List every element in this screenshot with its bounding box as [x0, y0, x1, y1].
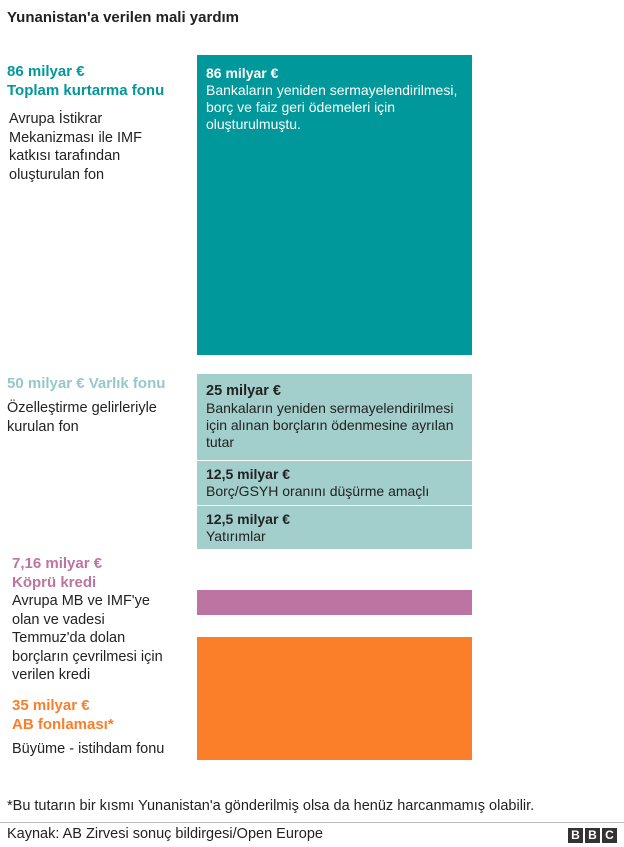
asset-fund-desc: Özelleştirme gelirleriyle kurulan fon — [7, 400, 157, 435]
eu-funding-desc: Büyüme - istihdam fonu — [12, 741, 165, 757]
logo-letter: B — [568, 828, 583, 843]
chart-title: Yunanistan'a verilen mali yardım — [7, 9, 239, 26]
bailout-desc: Avrupa İstikrar Mekanizması ile IMF katkısı tarafından oluşturulan fon — [9, 111, 142, 183]
bar-bailout — [197, 55, 472, 355]
label-group-bailout — [7, 62, 187, 184]
bailout-amount: 86 milyar € — [7, 63, 85, 80]
footer-divider — [0, 822, 624, 823]
bbc-logo — [568, 828, 617, 843]
bridge-loan-amount: 7,16 milyar € — [12, 555, 103, 572]
bar-bridge-loan — [197, 590, 472, 615]
segment-1-amount: 25 milyar € — [206, 383, 281, 399]
eu-funding-amount: 35 milyar € — [12, 697, 90, 714]
segment-3-amount: 12,5 milyar € — [206, 511, 291, 527]
bailout-name: Toplam kurtarma fonu — [7, 82, 165, 99]
asset-fund-title: 50 milyar € Varlık fonu — [7, 375, 166, 392]
segment-asset-fund-2 — [197, 461, 472, 505]
source-text: Kaynak: AB Zirvesi sonuç bildirgesi/Open Europe — [7, 826, 323, 842]
logo-letter: B — [585, 828, 600, 843]
segment-asset-fund-3 — [197, 506, 472, 549]
label-group-asset-fund — [7, 374, 192, 436]
bar-bailout-desc: Bankaların yeniden sermayelendirilmesi, borç ve faiz geri ödemeleri için oluşturulmuştu. — [206, 82, 458, 132]
bar-eu-funding — [197, 637, 472, 760]
segment-2-amount: 12,5 milyar € — [206, 466, 291, 482]
bar-bailout-amount: 86 milyar € — [206, 65, 279, 81]
footnote: *Bu tutarın bir kısmı Yunanistan'a gönderilmiş olsa da henüz harcanmamış olabilir. — [7, 798, 535, 814]
bridge-loan-name: Köprü kredi — [12, 574, 97, 591]
label-group-bridge-loan — [12, 554, 187, 685]
logo-letter: C — [602, 828, 617, 843]
segment-3-desc: Yatırımlar — [206, 528, 266, 544]
eu-funding-name: AB fonlaması* — [12, 716, 114, 733]
bar-asset-fund — [197, 374, 472, 549]
label-group-eu-funding — [12, 696, 187, 759]
segment-asset-fund-1 — [197, 374, 472, 460]
bridge-loan-desc: Avrupa MB ve IMF'ye olan ve vadesi Temmuz'da dolan borçların çevrilmesi için verilen kredi — [12, 593, 163, 683]
bar-bailout-text — [206, 65, 464, 133]
segment-1-desc: Bankaların yeniden sermayelendirilmesi için alınan borçların ödenmesine ayrılan tutar — [206, 400, 454, 450]
segment-2-desc: Borç/GSYH oranını düşürme amaçlı — [206, 483, 430, 499]
